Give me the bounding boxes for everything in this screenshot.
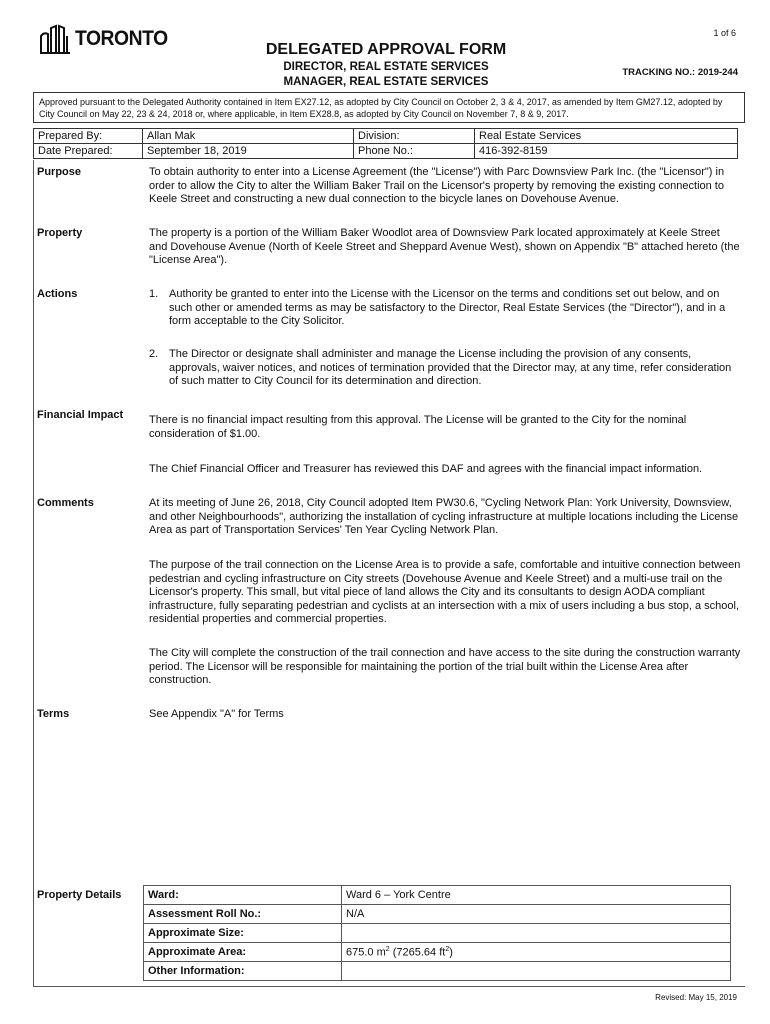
property-text: The property is a portion of the William Baker Woodlot area of Downsview Park located approximately at Keele Street and Dovehouse Avenue (North of Keele Street and Sheppard Avenue West), shown on Appendix "B" attached hereto (the "License Area").: [149, 227, 740, 266]
preparer-info-table: [33, 128, 738, 159]
other-information-value: [342, 962, 731, 981]
table-row: [144, 924, 731, 943]
form-subtitle: [236, 60, 536, 90]
terms-text: See Appendix "A" for Terms: [149, 708, 284, 720]
prepared-by-label: Prepared By:: [34, 129, 143, 144]
property-details-label: Property Details: [37, 889, 122, 901]
table-row: [144, 905, 731, 924]
prepared-by-value: Allan Mak: [143, 129, 354, 144]
comments-text-1: At its meeting of June 26, 2018, City Council adopted Item PW30.6, "Cycling Network Plan: York University, Downsview, and other Neighbourhoods", authorizing the installation of cycling infrastructure at multiple locations including the License Area as part of Transportation Services' Ten Year Cycling Network Plan.: [149, 497, 739, 536]
approximate-size-value: [342, 924, 731, 943]
table-row: [144, 943, 731, 962]
comments-text-2: The purpose of the trail connection on the License Area is to provide a safe, comfortable and intuitive connection between pedestrian and cycling infrastructure on City streets (Dovehouse Avenue and Keele Street) and a multi-use trail on the Licensor's property. This small, but vital piece of land allows the City and its consultants to design AODA compliant infrastructure, fully separating pedestrian and cyclists at an intersection with a mix of users including a bus stop, a school, residential properties and commercial properties.: [149, 559, 741, 625]
form-title: DELEGATED APPROVAL FORM: [265, 41, 507, 58]
other-information-label: Other Information:: [144, 962, 342, 981]
subtitle-line-1: DIRECTOR, REAL ESTATE SERVICES: [283, 61, 489, 73]
property-details-table: [143, 885, 731, 981]
assessment-roll-value: N/A: [342, 905, 731, 924]
table-row: [144, 886, 731, 905]
approximate-area-value: [342, 943, 731, 962]
purpose-label: Purpose: [37, 166, 82, 178]
tracking-number: TRACKING NO.: 2019-244: [622, 67, 738, 78]
table-row: [34, 144, 738, 159]
assessment-roll-label: Assessment Roll No.:: [144, 905, 342, 924]
area-metric-exponent: 2: [385, 945, 390, 953]
comments-label: Comments: [37, 497, 94, 509]
approximate-size-label: Approximate Size:: [144, 924, 342, 943]
action-item-1: [149, 288, 741, 329]
revised-date: Revised: May 15, 2019: [655, 993, 737, 1002]
page-number: 1 of 6: [713, 28, 736, 38]
action-number: 2.: [149, 348, 159, 360]
toronto-logo: [40, 24, 176, 54]
division-label: Division:: [354, 129, 475, 144]
action-item-2: [149, 348, 741, 389]
action-text: Authority be granted to enter into the License with the Licensor on the terms and conditions set out below, and on such other or amended terms as may be satisfactory to the Director, Real Estate Services (the "Director"), and in a form acceptable to the City Solicitor.: [169, 288, 726, 327]
table-row: [144, 962, 731, 981]
date-prepared-label: Date Prepared:: [34, 144, 143, 159]
table-row: [34, 129, 738, 144]
subtitle-line-2: MANAGER, REAL ESTATE SERVICES: [283, 76, 489, 88]
actions-label: Actions: [37, 288, 78, 300]
comments-text-3: The City will complete the construction of the trail connection and have access to the site during the construction warranty period. The Licensor will be responsible for maintaining the portion of the trial built within the License Area after construction.: [149, 647, 741, 686]
action-number: 1.: [149, 288, 159, 300]
area-close-paren: ): [449, 946, 453, 959]
phone-value: 416-392-8159: [475, 144, 738, 159]
action-text: The Director or designate shall administer and manage the License including the provision of any consents, approvals, waiver notices, and notices of termination provided that the Director may, at any time, refer consideration of such matter to City Council for its determination and direction.: [169, 348, 732, 387]
phone-label: Phone No.:: [354, 144, 475, 159]
financial-impact-text-2: The Chief Financial Officer and Treasurer has reviewed this DAF and agrees with the financial impact information.: [149, 463, 703, 475]
property-label: Property: [37, 227, 83, 239]
division-value: Real Estate Services: [475, 129, 738, 144]
approximate-area-label: Approximate Area:: [144, 943, 342, 962]
financial-impact-label: Financial Impact: [37, 409, 124, 421]
area-imperial-exponent: 2: [445, 945, 450, 953]
area-metric: 675.0 m: [346, 946, 386, 959]
city-hall-icon: [40, 24, 70, 54]
date-prepared-value: September 18, 2019: [143, 144, 354, 159]
terms-label: Terms: [37, 708, 70, 720]
ward-value: Ward 6 – York Centre: [342, 886, 731, 905]
financial-impact-text-1: There is no financial impact resulting from this approval. The License will be granted to the City for the nominal consideration of $1.00.: [149, 414, 687, 440]
purpose-text: To obtain authority to enter into a License Agreement (the "License") with Parc Downsview Park Inc. (the "Licensor") in order to allow the City to alter the William Baker Trail on the Licensor's property by removing the existing connection to Keele Street and constructing a new dual connection to the bicycle lanes on Dovehouse Avenue.: [149, 166, 725, 205]
area-imperial: (7265.64 ft: [389, 946, 446, 959]
ward-label: Ward:: [144, 886, 342, 905]
logo-wordmark: TORONTO: [75, 27, 168, 50]
authority-statement: Approved pursuant to the Delegated Authority contained in Item EX27.12, as adopted by City Council on October 2, 3 & 4, 2017, as amended by Item GM27.12, adopted by City Council on May 22, 23 & 24, 2018 or, where applicable, in Item EX28.8, as adopted by City Council on November 7, 8 & 9, 2017.: [33, 92, 745, 123]
